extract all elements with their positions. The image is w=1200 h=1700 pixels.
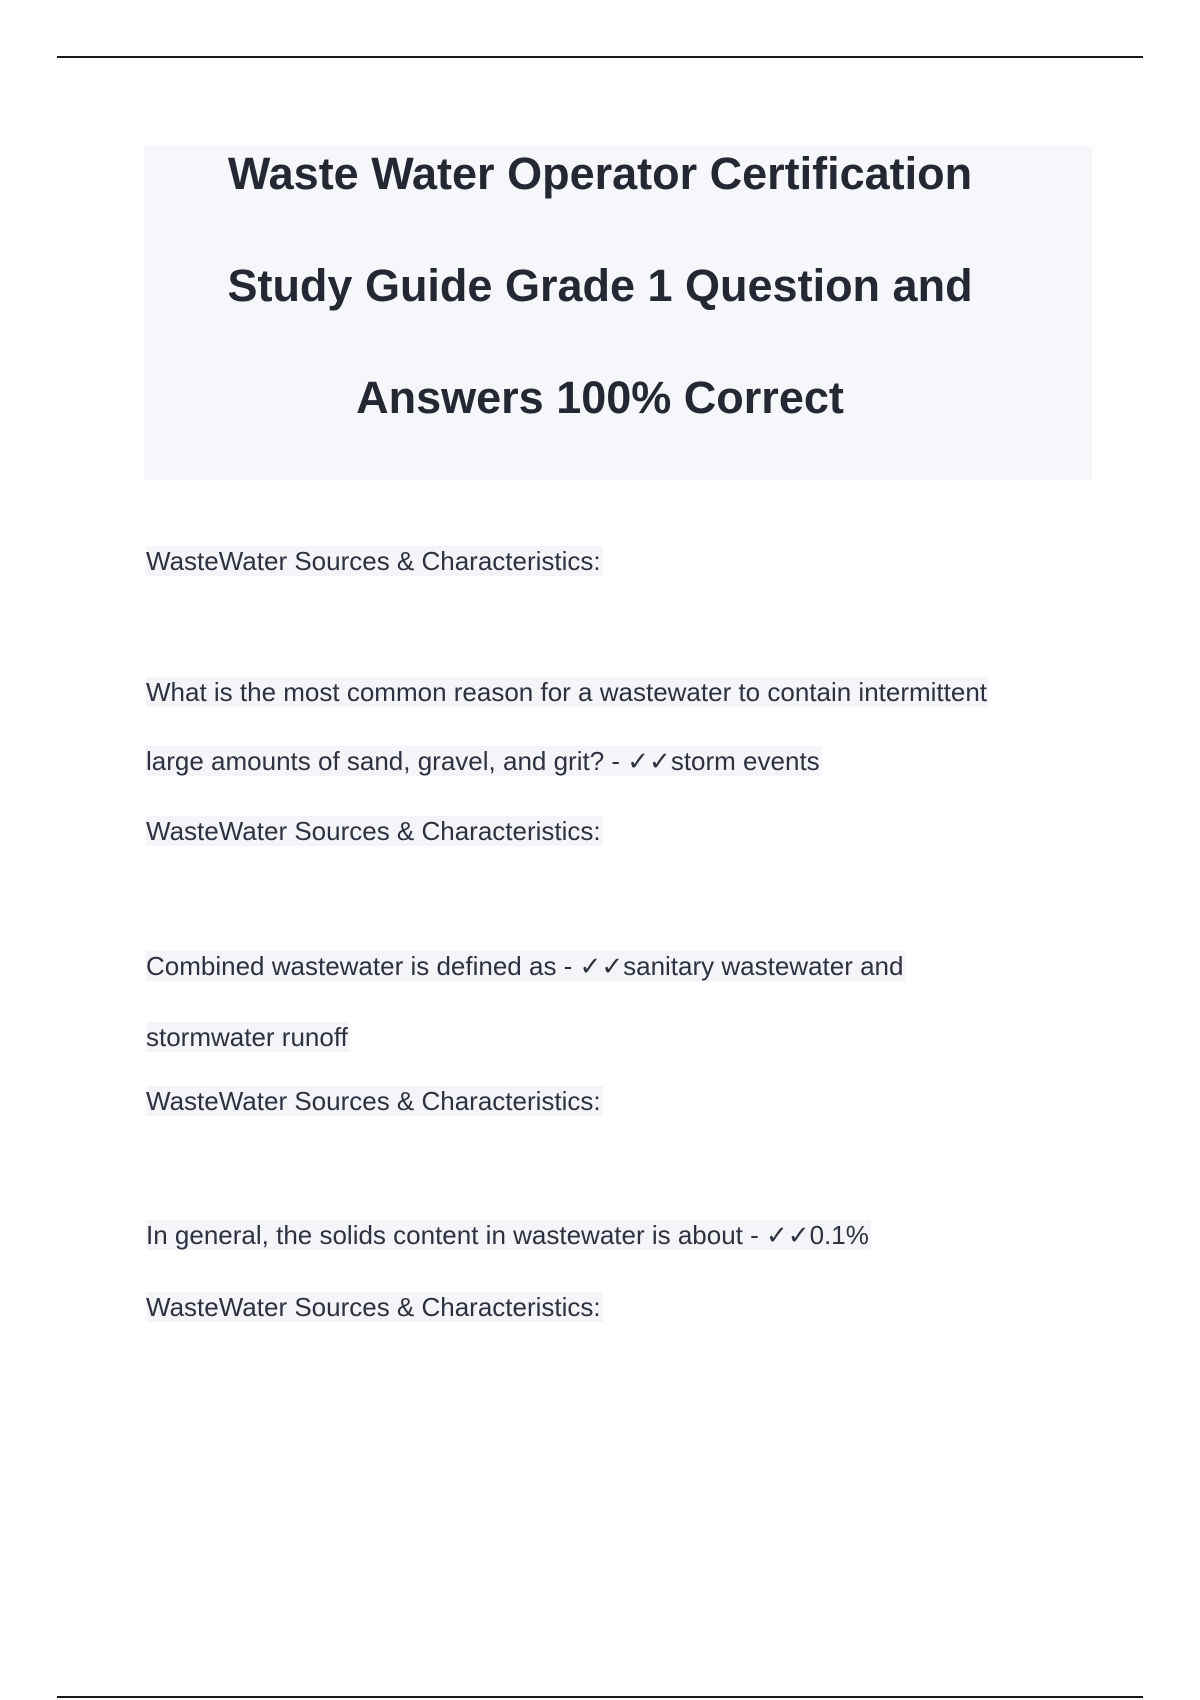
document-title-line-3: Answers 100% Correct: [356, 372, 844, 423]
section-heading-text: WasteWater Sources & Characteristics:: [146, 546, 601, 576]
top-divider: [57, 56, 1143, 58]
question-answer-text: In general, the solids content in wastewater is about - ✓✓0.1%: [146, 1220, 869, 1250]
question-answer-line: [146, 948, 905, 984]
section-heading: [146, 1083, 603, 1119]
section-heading-text: WasteWater Sources & Characteristics:: [146, 1292, 601, 1322]
section-heading-text: WasteWater Sources & Characteristics:: [146, 816, 601, 846]
document-title-line-2: Study Guide Grade 1 Question and: [227, 260, 973, 311]
section-heading: [146, 543, 603, 579]
question-line: [146, 674, 989, 710]
question-text: What is the most common reason for a wastewater to contain intermittent: [146, 677, 988, 707]
answer-continuation-line: [146, 1019, 350, 1055]
question-answer-text: large amounts of sand, gravel, and grit? - ✓✓storm events: [146, 746, 820, 776]
question-answer-line: [146, 743, 822, 779]
section-heading-text: WasteWater Sources & Characteristics:: [146, 1086, 601, 1116]
question-answer-text: Combined wastewater is defined as - ✓✓sanitary wastewater and: [146, 951, 904, 981]
section-heading: [146, 1289, 603, 1325]
document-title-line-1: Waste Water Operator Certification: [227, 148, 973, 199]
section-heading: [146, 813, 603, 849]
answer-continuation-text: stormwater runoff: [146, 1022, 348, 1052]
question-answer-line: [146, 1217, 871, 1253]
bottom-divider: [57, 1696, 1143, 1698]
